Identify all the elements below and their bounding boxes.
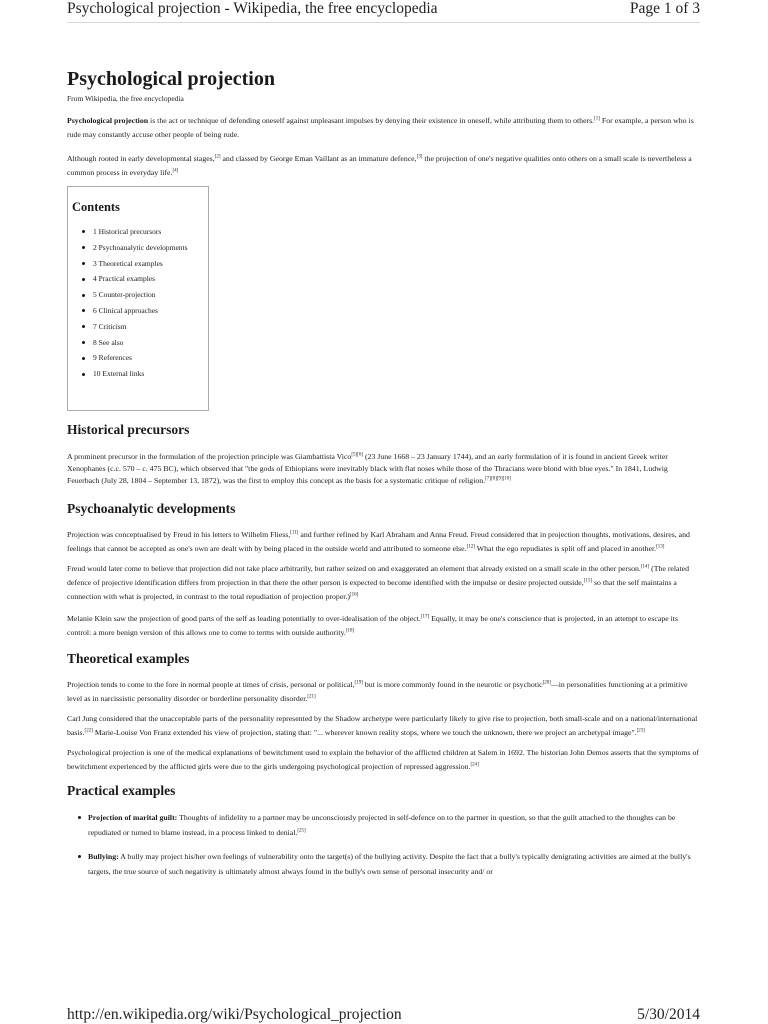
bullet-icon: [82, 325, 85, 328]
citation[interactable]: [7][8][9][10]: [485, 476, 511, 481]
toc-item[interactable]: [82, 303, 208, 319]
citation[interactable]: [15]: [583, 578, 592, 584]
bullet-icon: [82, 230, 85, 233]
citation[interactable]: [22]: [84, 728, 93, 734]
theoretical-paragraph-1: Projection tends to come to the fore in normal people at times of crisis, personal or political,[19] but is more commonly found in the neurotic or psychotic[20]—in personalities functioning at a primitive level as in narcissistic personality disorder or borderline personality disorder.[21]: [67, 680, 688, 704]
bullet-icon: [78, 816, 81, 819]
toc-item[interactable]: [82, 287, 208, 303]
bullet-icon: [82, 309, 85, 312]
toc-list: [72, 224, 208, 382]
bullet-icon: [82, 278, 85, 281]
toc-item-label[interactable]: 6 Clinical approaches: [93, 305, 158, 315]
toc-item-label[interactable]: 1 Historical precursors: [93, 227, 162, 236]
toc-item[interactable]: [82, 256, 208, 272]
citation[interactable]: [4]: [172, 168, 179, 174]
print-header: [67, 0, 700, 23]
table-of-contents: [67, 186, 209, 411]
bullet-icon: [82, 246, 85, 249]
toc-item-label[interactable]: 3 Theoretical examples: [93, 258, 163, 268]
footer-date: 5/30/2014: [637, 1006, 700, 1023]
bullet-icon: [82, 357, 85, 360]
psychoanalytic-paragraph-1: Projection was conceptualised by Freud in his letters to Wilhelm Fliess,[11] and further refined by Karl Abraham and Anna Freud. Freud considered that in projection thoughts, motivations, desires, and feelings that cannot be accepted as one's own are dealt with by being placed in the outside world and attributed to someone else.[12] What the ego repudiates is split off and placed in another.[13]: [67, 530, 690, 554]
citation[interactable]: [14]: [640, 564, 650, 570]
toc-item-label[interactable]: 4 Practical examples: [93, 274, 156, 284]
toc-item-label[interactable]: 7 Criticism: [93, 321, 127, 331]
section-heading-historical: Historical precursors: [67, 422, 190, 437]
citation[interactable]: [18]: [345, 628, 355, 634]
toc-item[interactable]: [82, 240, 208, 256]
toc-item[interactable]: [82, 366, 208, 382]
citation[interactable]: [5][6]: [351, 452, 364, 458]
toc-item-label[interactable]: 10 External links: [93, 369, 145, 379]
list-item: Bullying: A bully may project his/her own feelings of vulnerability onto the target(s) of the bullying activity. Despite the fact that a bully's typically denigrating activities are aimed at the bully's targets, the true source of such negativity is ultimately almost always found in the bully's own sense of personal insecurity and/ or: [67, 849, 699, 879]
citation[interactable]: [13]: [656, 544, 665, 550]
section-heading-theoretical: Theoretical examples: [67, 651, 190, 667]
citation[interactable]: [11]: [290, 530, 299, 536]
section-heading-practical: Practical examples: [67, 783, 176, 799]
citation[interactable]: [23]: [636, 728, 645, 734]
toc-item[interactable]: [82, 224, 208, 240]
citation[interactable]: [17]: [420, 614, 430, 620]
citation[interactable]: [1]: [594, 116, 600, 122]
bullet-icon: [82, 341, 85, 344]
toc-item[interactable]: [82, 319, 208, 335]
intro-paragraph-2: Although rooted in early developmental stages,[2] and classed by George Eman Vaillant as an immature defence,[3] the projection of one's negative qualities onto others on a small scale is nevertheless a common process in everyday life.[4]: [67, 154, 692, 177]
citation[interactable]: [3]: [416, 154, 423, 160]
citation[interactable]: [12]: [466, 544, 475, 550]
psychoanalytic-paragraph-2: Freud would later come to believe that projection did not take place arbitrarily, but rather seized on and exaggerated an element that already existed on a small scale in the other person.[14] (The related defence of projective identification differs from projection in that there the other person is expected to become identified with the impulse or desire projected outside,[15] so that the self maintains a connection with what is projected, in contrast to the total repudiation of projection proper.)[16]: [67, 564, 690, 602]
article-subtitle: From Wikipedia, the free encyclopedia: [67, 94, 184, 103]
citation[interactable]: [16]: [350, 592, 359, 598]
theoretical-paragraph-2: Carl Jung considered that the unacceptable parts of the personality represented by the Shadow archetype were particularly likely to give rise to projection, both small-scale and on a national/international basis.[22] Marie-Louise Von Franz extended his view of projection, stating that: "... wherever known reality stops, where we touch the unknown, there we project an archetypal image".[23]: [67, 714, 698, 738]
citation[interactable]: [20]: [542, 680, 551, 686]
historical-paragraph: A prominent precursor in the formulation of the projection principle was Giambattista Vico[5][6] (23 June 1668 – 23 January 1744), and an early formulation of it is found in ancient Greek writer Xenophanes (c.c. 570 – c. 475 BC), which observed that "the gods of Ethiopians were inevitably black with flat noses while those of the Thracians were blond with blue eyes." In 1841, Ludwig Feuerbach (July 28, 1804 – September 13, 1872), was the first to employ this concept as the basis for a systematic critique of religion.[7][8][9][10]: [67, 452, 668, 485]
toc-item-label[interactable]: 8 See also: [93, 337, 124, 347]
citation[interactable]: [2]: [214, 154, 221, 160]
bullet-icon: [78, 855, 81, 858]
print-page-number: Page 1 of 3: [629, 0, 700, 17]
citation[interactable]: [24]: [470, 762, 479, 768]
toc-item-label[interactable]: 9 References: [93, 353, 132, 363]
list-item: Projection of marital guilt: Thoughts of infidelity to a partner may be unconsciously projected in self-defence on to the partner in question, so that the guilt attached to the thoughts can be repudiated or turned to blame instead, in a process linked to denial.[25]: [67, 810, 699, 840]
citation[interactable]: [19]: [354, 680, 363, 686]
print-header-title: Psychological projection - Wikipedia, the free encyclopedia: [67, 0, 438, 17]
intro-paragraph-1: Psychological projection is the act or technique of defending oneself against unpleasant impulses by denying their existence in oneself, while attributing them to others.[1] For example, a person who is rude may constantly accuse other people of being rude.: [67, 116, 694, 139]
article-content: [67, 66, 699, 879]
citation[interactable]: [25]: [297, 828, 306, 834]
bullet-icon: [82, 262, 85, 265]
toc-item[interactable]: [82, 350, 208, 366]
toc-item[interactable]: [82, 335, 208, 351]
toc-item[interactable]: [82, 271, 208, 287]
footer-url: http://en.wikipedia.org/wiki/Psychological_projection: [67, 1006, 402, 1023]
toc-item-label[interactable]: 5 Counter-projection: [93, 290, 156, 300]
print-footer: [67, 1006, 700, 1024]
intro-bold-term: Psychological projection: [67, 116, 149, 125]
section-heading-psychoanalytic: Psychoanalytic developments: [67, 501, 236, 517]
psychoanalytic-paragraph-3: Melanie Klein saw the projection of good parts of the self as leading potentially to over-idealisation of the object.[17] Equally, it may be one's conscience that is projected, in an attempt to escape its control: a more benign version of this allows one to come to terms with outside authority.[18]: [67, 614, 679, 638]
citation[interactable]: [21]: [307, 694, 316, 700]
page-title: Psychological projection: [67, 68, 275, 90]
toc-title: Contents: [72, 200, 120, 214]
bullet-icon: [82, 373, 85, 376]
theoretical-paragraph-3: Psychological projection is one of the medical explanations of bewitchment used to explain the behavior of the afflicted children at Salem in 1692. The historian John Demos asserts that the symptoms of bewitchment experienced by the afflicted girls were due to the girls undergoing psychological projection of repressed aggression.[24]: [67, 748, 699, 772]
toc-item-label[interactable]: 2 Psychoanalytic developments: [93, 242, 188, 252]
bullet-icon: [82, 294, 85, 297]
practical-examples-list: [67, 810, 699, 879]
